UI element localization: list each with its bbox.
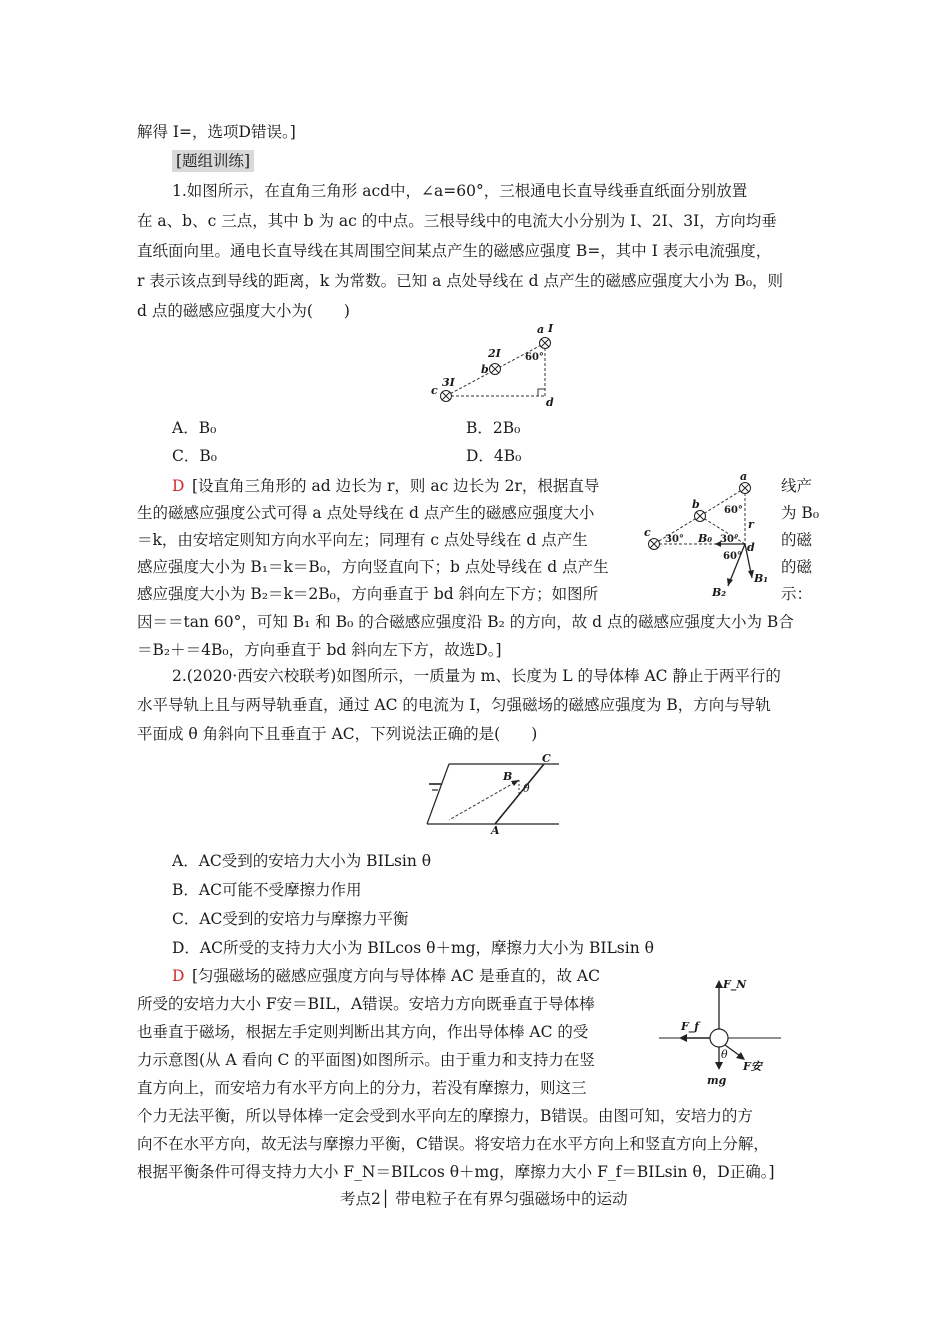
label-d: d — [747, 541, 755, 554]
a1-line: [设直角三角形的 ad 边长为 r，则 ac 边长为 2r，根据直导 — [192, 477, 600, 495]
wire-c-icon — [441, 391, 452, 402]
a1-line: 感应强度大小为 B₁＝k＝B₀，方向竖直向下；b 点处导线在 d 点产生 — [137, 558, 609, 576]
q1-line: d 点的磁感应强度大小为( ) — [137, 302, 350, 320]
q1-line: 1.如图所示，在直角三角形 acd中，∠a=60°，三根通电长直导线垂直纸面分别放置 — [172, 182, 748, 200]
a2-line: 力示意图(从 A 看向 C 的平面图)如图所示。由于重力和支持力在竖 — [137, 1051, 595, 1069]
q1-option-d: D．4B₀ — [466, 447, 522, 465]
q2-line: 2.(2020·西安六校联考)如图所示，一质量为 m、长度为 L 的导体棒 AC 静止于两平行的 — [172, 667, 781, 685]
label-C: C — [542, 752, 551, 765]
a2-line: 也垂直于磁场，根据左手定则判断出其方向，作出导体棒 AC 的受 — [137, 1023, 589, 1041]
label-a: a — [537, 323, 545, 336]
wire-b-icon — [695, 511, 706, 522]
label-angle-d30: 30° — [720, 534, 739, 545]
q1-line: r 表示该点到导线的距离，k 为常数。已知 a 点处导线在 d 点产生的磁感应强度大小为 B₀，则 — [137, 272, 784, 290]
label-angle: 60° — [525, 352, 544, 363]
label-mg: mg — [707, 1074, 727, 1087]
answer-letter: D — [172, 477, 185, 495]
a1-line: ＝B₂＋＝4B₀，方向垂直于 bd 斜向左下方，故选D。] — [137, 641, 502, 659]
label-b: b — [692, 498, 700, 511]
a2-line: 向不在水平方向，故无法与摩擦力平衡，C错误。将安培力在水平方向上和竖直方向上分解， — [137, 1135, 769, 1153]
q2-option-a: A．AC受到的安培力大小为 BILsin θ — [172, 852, 432, 870]
label-d: d — [546, 396, 554, 408]
a1-line: 生的磁感应强度公式可得 a 点处导线在 d 点产生的磁感应强度大小 — [137, 504, 595, 522]
label-theta: θ — [721, 1048, 728, 1061]
figure-force-diagram — [655, 970, 785, 1090]
figure-rails — [415, 750, 565, 836]
q1-option-c: C．B₀ — [172, 447, 217, 465]
label-B2: B₂ — [712, 586, 727, 599]
a1-right-word: 的磁 — [781, 531, 813, 549]
wire-a-icon — [740, 483, 751, 494]
answer-letter: D — [172, 967, 185, 985]
label-theta: θ — [523, 782, 530, 795]
a1-line: 因＝＝tan 60°，可知 B₁ 和 B₀ 的合磁感应强度沿 B₂ 的方向，故 d 点的磁感应强度大小为 B合 — [137, 613, 794, 631]
label-c: c — [431, 384, 438, 397]
q1-option-b: B．2B₀ — [466, 419, 521, 437]
q2-line: 平面成 θ 角斜向下且垂直于 AC，下列说法正确的是( ) — [137, 725, 538, 743]
q2-option-c: C．AC受到的安培力与摩擦力平衡 — [172, 910, 409, 928]
wire-a-icon — [540, 338, 551, 349]
wire-b-icon — [490, 364, 501, 375]
figure-triangle-acd — [420, 320, 570, 408]
a1-right-word: 示： — [781, 585, 813, 603]
q1-line: 在 a、b、c 三点，其中 b 为 ac 的中点。三根导线中的电流大小分别为 I、2I、3I，方向均垂 — [137, 212, 777, 230]
q2-line: 水平导轨上且与两导轨垂直，通过 AC 的电流为 I，匀强磁场的磁感应强度为 B，方向与导轨 — [137, 696, 771, 714]
section-tag: [题组训练] — [172, 150, 254, 172]
label-I: I — [548, 322, 554, 335]
label-B1: B₁ — [754, 572, 769, 585]
a2-line: 直方向上，而安培力有水平方向上的分力，若没有摩擦力，则这三 — [137, 1079, 587, 1097]
label-b: b — [481, 363, 489, 376]
label-angle-c: 30° — [665, 534, 684, 545]
a1-right-word: 为 B₀ — [781, 504, 820, 522]
q1-line: 直纸面向里。通电长直导线在其周围空间某点产生的磁感应强度 B=，其中 I 表示电流强度， — [137, 242, 772, 260]
a1-right-word: 的磁 — [781, 558, 813, 576]
section-heading: 考点2│ 带电粒子在有界匀强磁场中的运动 — [340, 1190, 628, 1208]
a1-line: ＝k，由安培定则知方向水平向左；同理有 c 点处导线在 d 点产生 — [137, 531, 588, 549]
label-angle-d60: 60° — [723, 551, 742, 562]
q1-option-a: A．B₀ — [172, 419, 217, 437]
figure-field-vectors — [640, 470, 780, 602]
label-angle-a: 60° — [724, 505, 743, 516]
wire-c-icon — [649, 539, 660, 550]
label-r: r — [748, 518, 754, 531]
label-B: B — [503, 770, 513, 783]
a2-line: [匀强磁场的磁感应强度方向与导体棒 AC 是垂直的，故 AC — [192, 967, 600, 985]
label-a: a — [740, 470, 748, 483]
a2-line: 个力无法平衡，所以导体棒一定会受到水平向左的摩擦力，B错误。由图可知，安培力的方 — [137, 1107, 753, 1125]
a2-line: 根据平衡条件可得支持力大小 F_N＝BILcos θ＋mg，摩擦力大小 F_f＝BILsin θ，D正确。] — [137, 1163, 775, 1181]
label-A: A — [491, 824, 500, 836]
label-3I: 3I — [442, 376, 455, 389]
label-c: c — [644, 526, 651, 539]
label-2I: 2I — [488, 347, 501, 360]
label-Ff: F_f — [681, 1020, 700, 1033]
a1-line: 感应强度大小为 B₂＝k＝2B₀，方向垂直于 bd 斜向左下方；如图所 — [137, 585, 599, 603]
label-FN: F_N — [723, 978, 747, 991]
label-B0: B₀ — [698, 532, 713, 545]
label-Fan: F安 — [743, 1060, 762, 1073]
a1-right-word: 线产 — [781, 477, 813, 495]
continued-line: 解得 I=，选项D错误。] — [137, 123, 296, 141]
a2-line: 所受的安培力大小 F安＝BIL，A错误。安培力方向既垂直于导体棒 — [137, 995, 595, 1013]
q2-option-d: D．AC所受的支持力大小为 BILcos θ＋mg，摩擦力大小为 BILsin θ — [172, 939, 654, 957]
q2-option-b: B．AC可能不受摩擦力作用 — [172, 881, 362, 899]
